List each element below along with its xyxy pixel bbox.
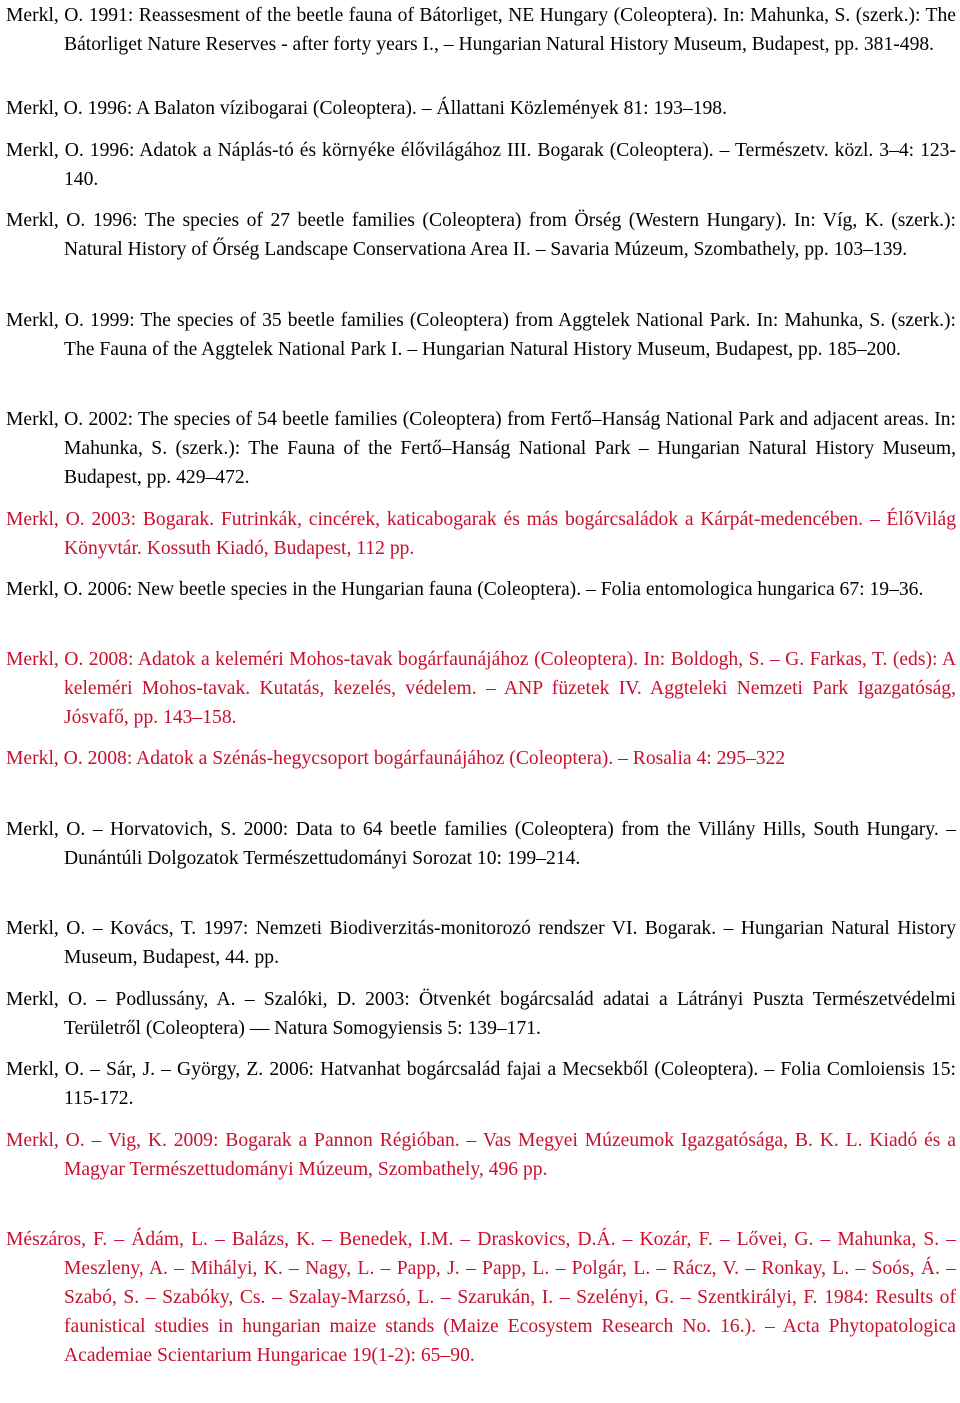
reference-entry: Merkl, O. – Vig, K. 2009: Bogarak a Pannon Régióban. – Vas Megyei Múzeumok Igazgatósága, B. K. L. Kiadó és a Magyar Természettudományi Múzeum, Szombathely, 496 pp. bbox=[6, 1130, 956, 1180]
reference-entry: Merkl, O. – Horvatovich, S. 2000: Data to 64 beetle families (Coleoptera) from the Villány Hills, South Hungary. – Dunántúli Dolgozatok Természettudományi Sorozat 10: 199–214. bbox=[6, 819, 956, 869]
reference-entry: Merkl, O. 2002: The species of 54 beetle families (Coleoptera) from Fertő–Hanság National Park and adjacent areas. In: Mahunka, S. (szerk.): The Fauna of the Fertő–Hanság National Park – Hungarian Natural History Museum, Budapest, pp. 429–472. bbox=[6, 409, 956, 488]
reference-entry: Merkl, O. 2008: Adatok a Szénás-hegycsoport bogárfaunájához (Coleoptera). – Rosalia 4: 295–322 bbox=[6, 748, 786, 769]
reference-entry: Merkl, O. – Kovács, T. 1997: Nemzeti Biodiverzitás-monitorozó rendszer VI. Bogarak. – Hungarian Natural History Museum, Budapest, 44. pp. bbox=[6, 918, 956, 968]
reference-entry: Merkl, O. 1996: Adatok a Náplás-tó és környéke élővilágához III. Bogarak (Coleoptera). – Természetv. közl. 3–4: 123-140. bbox=[6, 140, 956, 190]
reference-entry: Merkl, O. – Sár, J. – György, Z. 2006: Hatvanhat bogárcsalád fajai a Mecsekből (Coleoptera). – Folia Comloiensis 15: 115-172. bbox=[6, 1059, 956, 1109]
reference-entry: Mészáros, F. – Ádám, L. – Balázs, K. – Benedek, I.M. – Draskovics, D.Á. – Kozár, F. – Lővei, G. – Mahunka, S. – Meszleny, A. – Mihályi, K. – Nagy, L. – Papp, J. – Papp, L. – Polgár, L. – Rácz, V. – Ronkay, L. – Soós, Á. – Szabó, S. – Szabóky, Cs. – Szalay-Marzsó, L. – Szarukán, I. – Szelényi, G. – Szentkirályi, F. 1984: Results of faunistical studies in hungarian maize stands (Maize Ecosystem Research No. 16.). – Acta Phytopatologica Academiae Scientarium Hungaricae 19(1-2): 65–90. bbox=[6, 1229, 956, 1366]
reference-entry: Merkl, O. – Podlussány, A. – Szalóki, D. 2003: Ötvenkét bogárcsalád adatai a Látrányi Puszta Természetvédelmi Területről (Coleoptera) –– Natura Somogyiensis 5: 139–171. bbox=[6, 989, 956, 1039]
reference-entry: Merkl, O. 1999: The species of 35 beetle families (Coleoptera) from Aggtelek National Park. In: Mahunka, S. (szerk.): The Fauna of the Aggtelek National Park I. – Hungarian Natural History Museum, Budapest, pp. 185–200. bbox=[6, 310, 956, 360]
reference-entry: Merkl, O. 1996: A Balaton vízibogarai (Coleoptera). – Állattani Közlemények 81: 193–198. bbox=[6, 98, 727, 119]
reference-entry: Merkl, O. 2003: Bogarak. Futrinkák, cincérek, katicabogarak és más bogárcsaládok a Kárpát-medencében. – ÉlőVilág Könyvtár. Kossuth Kiadó, Budapest, 112 pp. bbox=[6, 509, 956, 559]
reference-entry: Merkl, O. 1991: Reassesment of the beetle fauna of Bátorliget, NE Hungary (Coleoptera). In: Mahunka, S. (szerk.): The Bátorliget Nature Reserves - after forty years I., – Hungarian Natural History Museum, Budapest, pp. 381-498. bbox=[6, 5, 956, 55]
reference-entry: Merkl, O. 2006: New beetle species in the Hungarian fauna (Coleoptera). – Folia entomologica hungarica 67: 19–36. bbox=[6, 579, 924, 600]
reference-entry: Merkl, O. 2008: Adatok a keleméri Mohos-tavak bogárfaunájához (Coleoptera). In: Boldogh, S. – G. Farkas, T. (eds): A keleméri Mohos-tavak. Kutatás, kezelés, védelem. – ANP füzetek IV. Aggteleki Nemzeti Park Igazgatóság, Jósvafő, pp. 143–158. bbox=[6, 649, 956, 728]
reference-entry: Merkl, O. 1996: The species of 27 beetle families (Coleoptera) from Örség (Western Hungary). In: Víg, K. (szerk.): Natural History of Őrség Landscape Conservationa Area II. – Savaria Múzeum, Szombathely, pp. 103–139. bbox=[6, 210, 956, 260]
